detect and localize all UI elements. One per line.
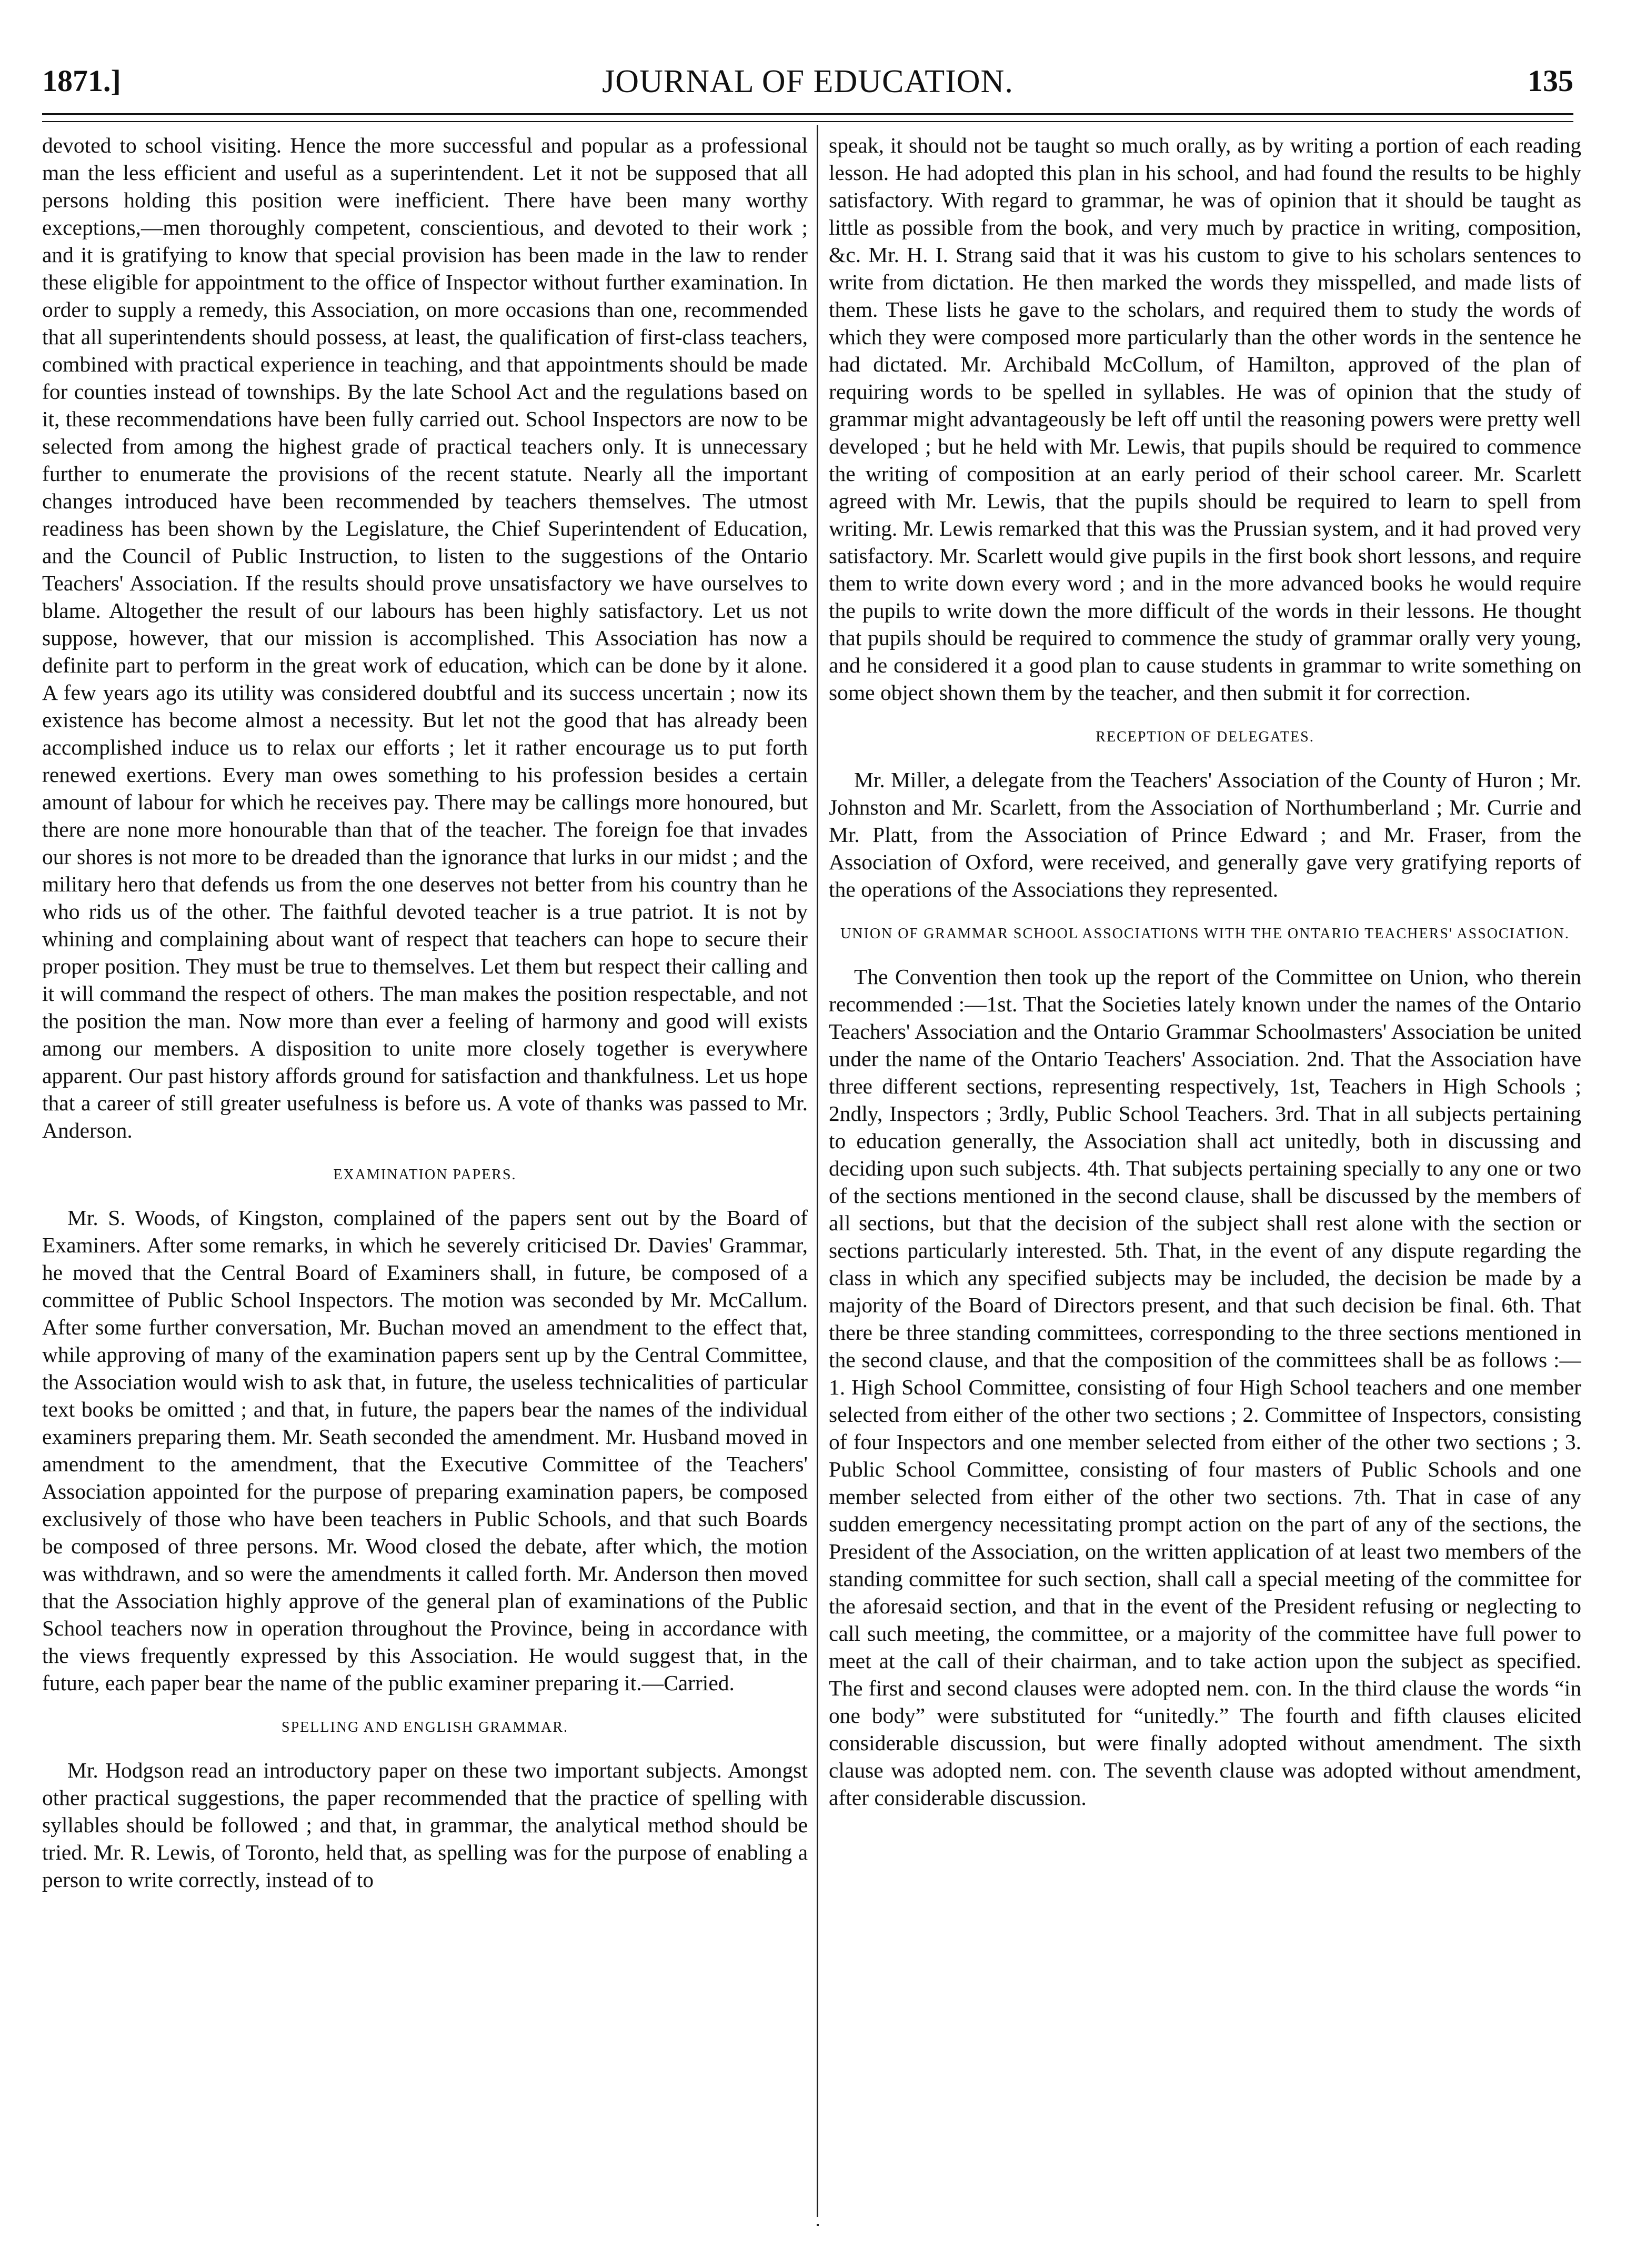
left-paragraph-3: Mr. Hodgson read an introductory paper on these two important subjects. Amongst other practical suggestions, the paper recommended that the practice of spelling with syllables should be followed ; and that, in grammar, the analytical method should be tried. Mr. R. Lewis, of Toronto, held that, as spelling was for the purpose of enabling a person to write correctly, instead of to — [42, 1758, 808, 1892]
right-paragraph-1: speak, it should not be taught so much orally, as by writing a portion of each reading lesson. He had adopted this plan in his school, and had found the results to be highly satisfactory. With regard to grammar, he was of opinion that it should be taught as little as possible from the book, and very much by practice in writing, composition, &c. Mr. H. I. Strang said that it was his custom to give to his scholars sentences to write from dictation. He then marked the words they misspelled, and made lists of them. These lists he gave to the scholars, and required them to study the words of which they were composed more particularly than the other words in the sentence he had dictated. Mr. Archibald McCollum, of Hamilton, approved of the plan of requiring words to be spelled in syllables. He was of opinion that the study of grammar might advantageously be left off until the reasoning powers were pretty well developed ; but he held with Mr. Lewis, that pupils should be required to commence the writing of composition at an early period of their school career. Mr. Scarlett agreed with Mr. Lewis, that the pupils should be required to learn to spell from writing. Mr. Lewis remarked that this was the Prussian system, and it had proved very satisfactory. Mr. Scarlett would give pupils in the first book short lessons, and require them to write down every word ; and in the more advanced books he would require the pupils to write down the more difficult of the words in their lessons. He thought that pupils should be required to commence the study of grammar orally very young, and he considered it a good plan to cause students in grammar to write something on some object shown them by the teacher, and then submit it for correction. — [829, 133, 1581, 705]
right-paragraph-2: Mr. Miller, a delegate from the Teachers' Association of the County of Huron ; Mr. Johnston and Mr. Scarlett, from the Association of Northumberland ; Mr. Currie and Mr. Platt, from the Association of Prince Edward ; and Mr. Fraser, from the Association of Oxford, were received, and generally gave very gratifying reports of the operations of the Associations they represented. — [829, 768, 1581, 901]
page-header — [42, 63, 1573, 111]
column-divider — [817, 125, 818, 2217]
header-rule-thin — [42, 121, 1573, 122]
footer-dot — [817, 2224, 819, 2226]
left-paragraph-2: Mr. S. Woods, of Kingston, complained of the papers sent out by the Board of Examiners. After some remarks, in which he severely criticised Dr. Davies' Grammar, he moved that the Central Board of Examiners shall, in future, be composed of a committee of Public School Inspectors. The motion was seconded by Mr. McCallum. After some further conversation, Mr. Buchan moved an amendment to the effect that, while approving of many of the examination papers sent up by the Central Committee, the Association would wish to ask that, in future, the useless technicalities of particular text books be omitted ; and that, in future, the papers bear the names of the individual examiners preparing them. Mr. Seath seconded the amendment. Mr. Husband moved in amendment to the amendment, that the Executive Committee of the Teachers' Association appointed for the purpose of preparing examination papers, be composed exclusively of those who have been teachers in Public Schools, and that such Boards be composed of three persons. Mr. Wood closed the debate, after which, the motion was withdrawn, and so were the amendments it called forth. Mr. Anderson then moved that the Association highly approve of the general plan of examinations of the Public School teachers now in operation throughout the Province, being in accordance with the views frequently expressed by this Association. He would suggest that, in the future, each paper bear the name of the public examiner preparing it.—Carried. — [42, 1206, 808, 1695]
heading-examination-papers: EXAMINATION PAPERS. — [333, 1167, 517, 1183]
left-paragraph-1: devoted to school visiting. Hence the more successful and popular as a professional man the less efficient and useful as a superintendent. Let it not be supposed that all persons holding this position were inefficient. There have been many worthy exceptions,—men thoroughly competent, conscientious, and devoted to their work ; and it is gratifying to know that special provision has been made in the law to render these eligible for appointment to the office of Inspector without further examination. In order to supply a remedy, this Association, on more occasions than one, recommended that all superintendents should possess, at least, the qualification of first-class teachers, combined with practical experience in teaching, and that appointments should be made for counties instead of townships. By the late School Act and the regulations based on it, these recommendations have been fully carried out. School Inspectors are now to be selected from among the highest grade of practical teachers only. It is unnecessary further to enumerate the provisions of the recent statute. Nearly all the important changes introduced have been recommended by teachers themselves. The utmost readiness has been shown by the Legislature, the Chief Superintendent of Education, and the Council of Public Instruction, to listen to the suggestions of the Ontario Teachers' Association. If the results should prove unsatisfactory we have ourselves to blame. Altogether the result of our labours has been highly satisfactory. Let us not suppose, however, that our mission is accomplished. This Association has now a definite part to perform in the great work of education, which can be done by it alone. A few years ago its utility was considered doubtful and its success uncertain ; now its existence has become almost a necessity. But let not the good that has already been accomplished induce us to relax our efforts ; let it rather encourage us to put forth renewed exertions. Every man owes something to his profession besides a certain amount of labour for which he receives pay. There may be callings more honoured, but there are none more honourable than that of the teacher. The foreign foe that invades our shores is not more to be dreaded than the ignorance that lurks in our midst ; and the military hero that defends us from the one deserves not better from his country than he who rids us of the other. The faithful devoted teacher is a true patriot. It is not by whining and complaining about want of respect that teachers can hope to secure their proper position. They must be true to themselves. Let them but respect their calling and it will command the respect of others. The man makes the position respectable, and not the position the man. Now more than ever a feeling of harmony and good will exists among our members. A disposition to unite more closely together is everywhere apparent. Our past history affords ground for satisfaction and thankfulness. Let us hope that a career of still greater usefulness is before us. A vote of thanks was passed to Mr. Anderson. — [42, 133, 808, 1142]
journal-title: JOURNAL OF EDUCATION. — [602, 64, 1013, 99]
header-rule-thick — [42, 113, 1573, 115]
page-number: 135 — [1528, 64, 1573, 98]
heading-spelling-grammar: SPELLING AND ENGLISH GRAMMAR. — [282, 1719, 568, 1735]
left-column — [42, 132, 808, 2215]
heading-union-associations: UNION OF GRAMMAR SCHOOL ASSOCIATIONS WITH THE ONTARIO TEACHERS' ASSOCIATION. — [840, 926, 1570, 942]
header-year: 1871.] — [42, 64, 121, 98]
right-paragraph-3: The Convention then took up the report of the Committee on Union, who therein recommended :—1st. That the Societies lately known under the names of the Ontario Teachers' Association and the Ontario Grammar Schoolmasters' Association be united under the name of the Ontario Teachers' Association. 2nd. That the Association have three different sections, representing respectively, 1st, Teachers in High Schools ; 2ndly, Inspectors ; 3rdly, Public School Teachers. 3rd. That in all subjects pertaining to education generally, the Association shall act unitedly, both in discussing and deciding upon such subjects. 4th. That subjects pertaining specially to any one or two of the sections mentioned in the second clause, shall be discussed by the members of all sections, but that the decision of the subject shall rest alone with the section or sections particularly interested. 5th. That, in the event of any dispute regarding the class in which any specified subjects may be included, the decision be made by a majority of the Board of Directors present, and that such decision be final. 6th. That there be three standing committees, corresponding to the three sections mentioned in the second clause, and that the composition of the committees shall be as follows :—1. High School Committee, consisting of four High School teachers and one member selected from either of the other two sections ; 2. Committee of Inspectors, consisting of four Inspectors and one member selected from either of the other two sections ; 3. Public School Committee, consisting of four masters of Public Schools and one member selected from either of the other two sections. 7th. That in case of any sudden emergency necessitating prompt action on the part of any of the sections, the President of the Association, on the written application of at least two members of the standing committee for such section, shall call a special meeting of the committee for the aforesaid section, and that in the event of the President refusing or neglecting to call such meeting, the committee, or a majority of the committee have full power to meet at the call of their chairman, and to take action upon the subject as specified. The first and second clauses were adopted nem. con. In the third clause the words “in one body” were substituted for “unitedly.” The fourth and fifth clauses elicited considerable discussion, but were finally adopted without amendment. The sixth clause was adopted nem. con. The seventh clause was adopted without amendment, after considerable discussion. — [829, 965, 1581, 1810]
right-column — [829, 132, 1581, 2215]
heading-reception-delegates: RECEPTION OF DELEGATES. — [1096, 729, 1314, 745]
